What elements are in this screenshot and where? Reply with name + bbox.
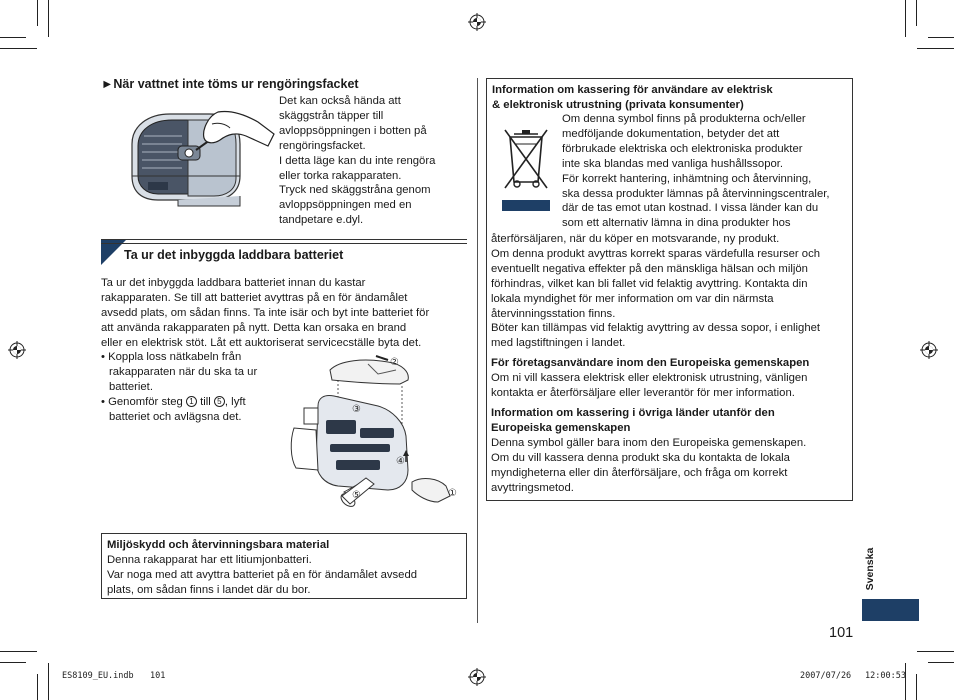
business-users-title: För företagsanvändare inom den Europeiska gemenskapen: [491, 357, 810, 369]
text-line: återförsäljaren, när du köper en motsvarande, ny produkt.: [491, 233, 780, 245]
registration-mark-icon: [920, 341, 938, 359]
text-line: att använda rakapparaten på nytt. Detta kan orsaka en brand: [101, 321, 407, 334]
bullet-line-steps: [101, 395, 257, 410]
other-countries-title: Europeiska gemenskapen: [491, 421, 631, 434]
text-line: inte ska blandas med vanliga hushållssopor.: [562, 157, 784, 170]
text-line: skäggstrån täpper till: [279, 109, 384, 122]
text-line: avloppsöppningen i botten på: [279, 124, 427, 137]
page-number: 101: [829, 625, 854, 641]
text-line: avyttringsmetod.: [491, 481, 574, 494]
text-line: I detta läge kan du inte rengöra: [279, 154, 436, 167]
text-line: rakapparaten. Se till att batteriet avyttras på en för ändamålet: [101, 291, 408, 304]
text-line: förbrukade elektriska och elektroniska produkter: [562, 142, 803, 155]
bullet-text: till: [196, 395, 214, 408]
other-countries-title: Information om kassering i övriga länder utanför den: [491, 407, 775, 419]
text-line: avloppsöppningen med en: [279, 199, 412, 212]
text-line: Om denna produkt avyttras korrekt sparas värdefulla resurser och: [491, 247, 821, 260]
step-circle: 1: [186, 396, 197, 407]
registration-mark-icon: [468, 668, 486, 686]
text-line: Om du vill kassera denna produkt ska du kontakta de lokala: [491, 451, 790, 464]
language-tab-block: [862, 599, 919, 621]
text-line: plats, om sådan finns i landet där du bor.: [107, 583, 311, 596]
battery-removal-diagram: [278, 350, 468, 516]
bullet-line: batteriet och avlägsna det.: [109, 410, 242, 423]
disposal-full-text: [491, 232, 820, 351]
text-line: rengöringsfacket.: [279, 139, 366, 152]
registration-mark-icon: [468, 13, 486, 31]
text-line: Böter kan tillämpas vid felaktig avyttring av dessa sopor, i enlighet: [491, 322, 821, 335]
other-countries-section: [491, 406, 806, 495]
text-line: förhindras, vilket kan bli fallet vid felaktig avyttring. Kontakta din: [491, 277, 808, 290]
bullet-text: • Genomför steg: [101, 395, 186, 408]
crossed-out-wheelie-bin-icon: [501, 126, 551, 216]
slug-file: ES8109_EU.indb: [62, 671, 134, 681]
environment-box-title: Miljöskydd och återvinningsbara material: [107, 539, 330, 551]
drain-text: [279, 94, 435, 228]
diagram-step-label: ②: [390, 357, 399, 368]
shaver-illustration: [118, 100, 278, 208]
text-line: Information om kassering för användare av elektrisk: [492, 84, 773, 96]
text-line: återvinningsstation finns.: [491, 307, 616, 320]
bullet-line: • Koppla loss nätkabeln från: [101, 351, 242, 363]
bullet-line: batteriet.: [109, 380, 153, 393]
text-line: ska dessa produkter lämnas på återvinningscentraler,: [562, 187, 830, 200]
text-line: Var noga med att avyttra batteriet på en för ändamålet avsedd: [107, 568, 418, 581]
text-line: som ett alternativ lämna in dina produkter hos: [562, 217, 791, 230]
diagram-step-label: ⑤: [352, 490, 361, 501]
language-tab: [863, 540, 877, 598]
registration-mark-icon: [8, 341, 26, 359]
slug-date: 2007/07/26: [800, 671, 852, 681]
text-line: Om denna symbol finns på produkterna och/eller: [562, 113, 806, 125]
text-line: myndigheterna eller din återförsäljare, och fråga om korrekt: [491, 466, 788, 479]
text-line: avsedd plats, om sådan finns. Ta inte isär och byt inte batteriet för: [101, 306, 430, 319]
text-line: eller torka rakapparaten.: [279, 169, 402, 182]
bullet-list: [101, 350, 257, 425]
diagram-step-label: ①: [448, 488, 457, 499]
text-line: kontakta er återförsäljare eller leverantör för mer information.: [491, 386, 795, 399]
text-line: Denna rakapparat har ett litiumjonbatteri.: [107, 553, 312, 566]
text-line: eventuellt negativa effekter på den mänskliga hälsan och miljön: [491, 262, 808, 275]
text-line: där de tas emot utan kostnad. I vissa länder kan du: [562, 202, 819, 215]
disposal-title: [492, 83, 773, 113]
column-divider: [477, 78, 478, 623]
language-tab-label: Svenska: [864, 547, 876, 591]
text-line: Ta ur det inbyggda laddbara batteriet innan du kastar: [101, 277, 366, 289]
text-line: För korrekt hantering, inhämtning och återvinning,: [562, 172, 812, 185]
step-circle: 5: [214, 396, 225, 407]
battery-section-heading: Ta ur det inbyggda laddbara batteriet: [124, 248, 344, 262]
text-line: Det kan också hända att: [279, 95, 401, 107]
environment-box: [101, 533, 467, 599]
slug-time: 12:00:53: [865, 671, 906, 681]
text-line: lokala myndighet för mer information om var din närmsta: [491, 292, 774, 305]
slug-page: 101: [150, 671, 166, 681]
text-line: Tryck ned skäggstråna genom: [279, 184, 431, 197]
drain-section-title: ►När vattnet inte töms ur rengöringsfacket: [101, 77, 359, 91]
text-line: eller en elektrisk stöt. Låt ett auktoriserat servicecställe byta det.: [101, 336, 422, 349]
bullet-line: rakapparaten när du ska ta ur: [109, 365, 258, 378]
diagram-step-label: ④: [396, 456, 405, 467]
text-line: medföljande dokumentation, betyder det att: [562, 127, 780, 140]
text-line: Om ni vill kassera elektrisk eller elektronisk utrustning, vänligen: [491, 371, 808, 384]
text-line: Denna symbol gäller bara inom den Europeiska gemenskapen.: [491, 436, 807, 449]
text-line: & elektronisk utrustning (privata konsumenter): [492, 98, 744, 111]
text-line: med lagstiftningen i landet.: [491, 337, 626, 350]
diagram-step-label: ③: [352, 404, 361, 415]
bullet-text: , lyft: [224, 395, 246, 408]
disposal-wrap-text: [562, 112, 830, 231]
business-users-section: [491, 356, 809, 401]
text-line: tandpetare e.dyl.: [279, 214, 364, 227]
battery-text: [101, 276, 429, 351]
